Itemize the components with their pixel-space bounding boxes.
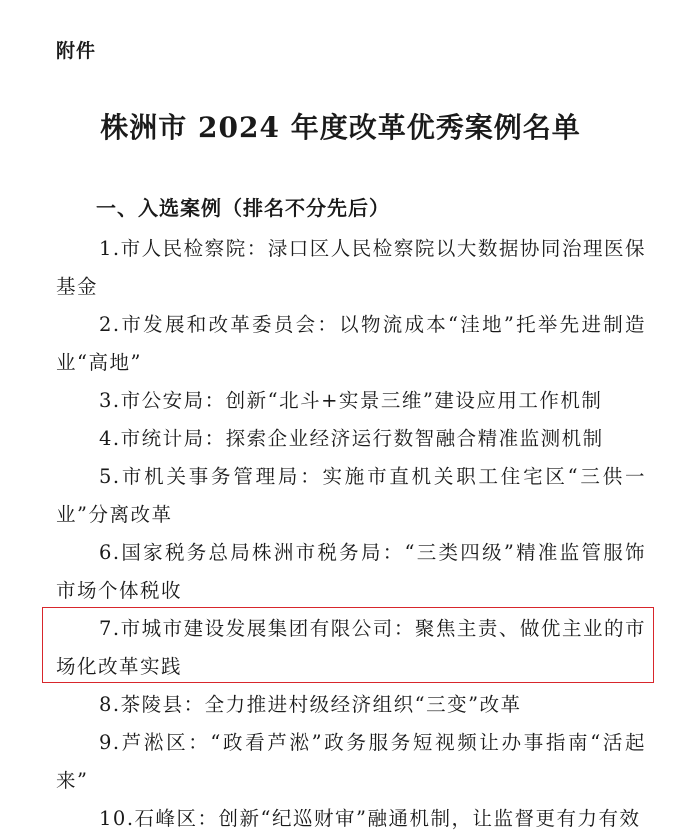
case-item-1: 1.市人民检察院：渌口区人民检察院以大数据协同治理医保基金 — [56, 237, 646, 298]
attachment-label: 附件 — [56, 40, 97, 62]
case-item-7-text: 7.市城市建设发展集团有限公司：聚焦主责、做优主业的市场化改革实践 — [56, 617, 646, 678]
case-list — [56, 230, 646, 838]
document-title: 株洲市 2024 年度改革优秀案例名单 — [100, 111, 581, 144]
case-item-6: 6.国家税务总局株洲市税务局：“三类四级”精准监管服饰市场个体税收 — [56, 541, 646, 602]
case-item-9: 9.芦淞区：“政看芦淞”政务服务短视频让办事指南“活起来” — [56, 731, 646, 792]
case-item-7-highlighted — [56, 610, 646, 686]
case-item-3: 3.市公安局：创新“北斗+实景三维”建设应用工作机制 — [99, 389, 603, 412]
case-item-2: 2.市发展和改革委员会：以物流成本“洼地”托举先进制造业“高地” — [56, 313, 646, 374]
case-item-4: 4.市统计局：探索企业经济运行数智融合精准监测机制 — [99, 427, 604, 450]
case-item-10: 10.石峰区：创新“纪巡财审”融通机制，让监督更有力有效 — [99, 807, 641, 830]
case-item-8: 8.茶陵县：全力推进村级经济组织“三变”改革 — [99, 693, 522, 716]
case-item-5: 5.市机关事务管理局：实施市直机关职工住宅区“三供一业”分离改革 — [56, 465, 646, 526]
section-heading: 一、入选案例（排名不分先后） — [96, 196, 390, 220]
